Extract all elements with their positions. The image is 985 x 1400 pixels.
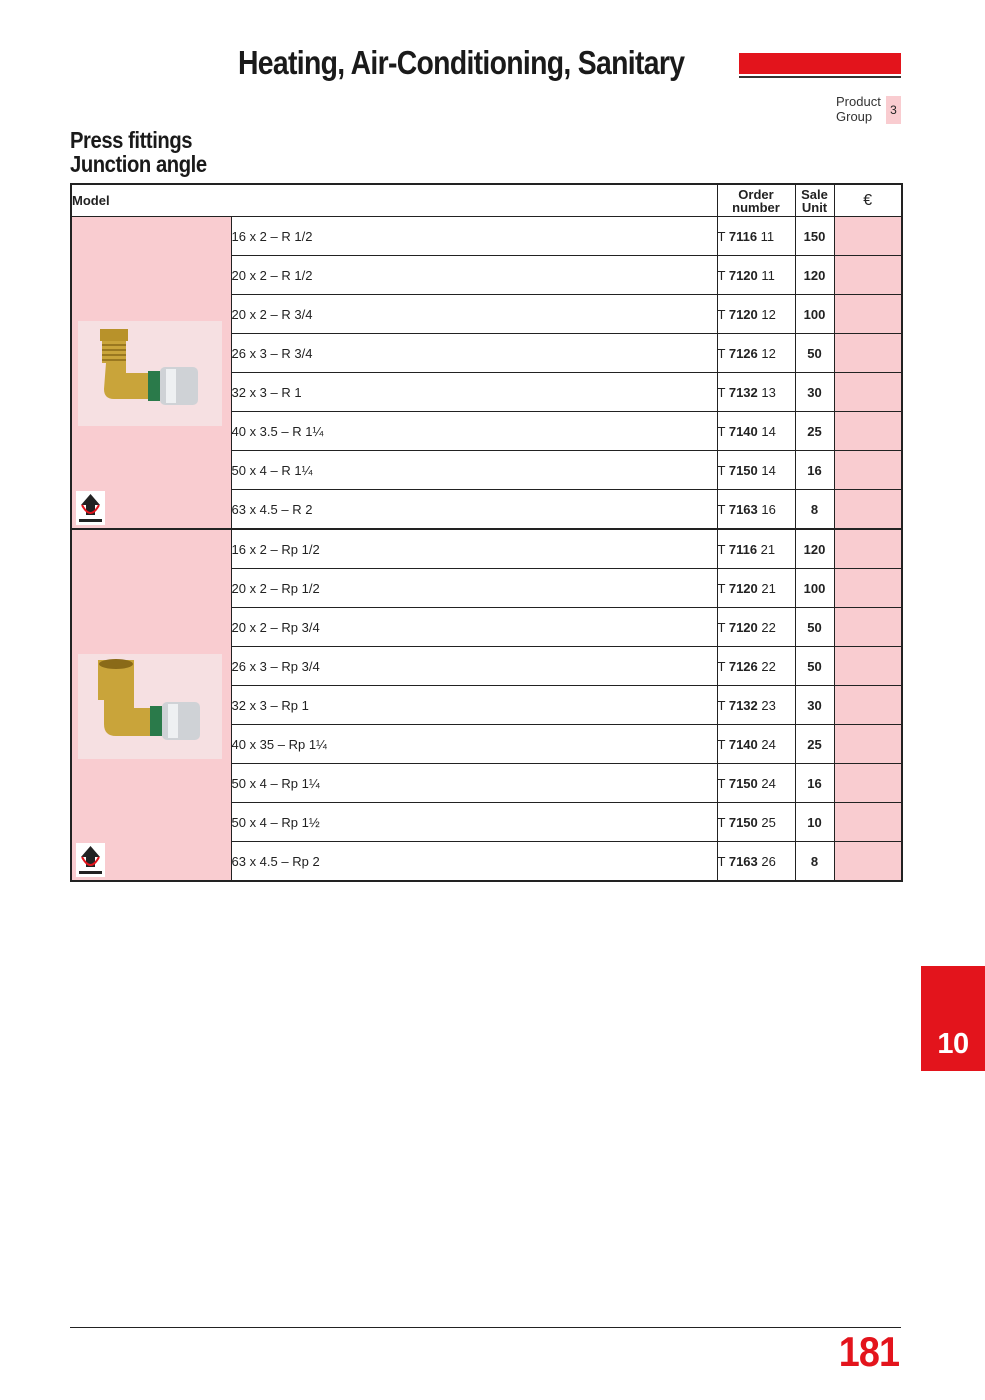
sale-unit-cell: 8 (795, 490, 834, 530)
price-cell[interactable] (834, 725, 902, 764)
section-title (70, 128, 207, 176)
sale-unit-cell: 150 (795, 217, 834, 256)
product-group-number: 3 (886, 96, 901, 124)
chapter-tab[interactable] (921, 966, 985, 1071)
title-accent-bar (739, 53, 901, 74)
order-suffix: 23 (761, 697, 776, 713)
price-cell[interactable] (834, 334, 902, 373)
order-prefix: T (717, 853, 726, 869)
price-header: € (834, 184, 902, 217)
sale-unit-cell: 10 (795, 803, 834, 842)
order-suffix: 21 (760, 541, 776, 557)
sale-unit-cell: 30 (795, 373, 834, 412)
order-main: 7163 (728, 501, 758, 517)
order-prefix: T (717, 697, 726, 713)
order-prefix: T (717, 658, 726, 674)
order-suffix: 13 (761, 384, 776, 400)
order-suffix: 25 (761, 814, 776, 830)
price-cell[interactable] (834, 842, 902, 882)
product-table (70, 183, 903, 882)
product-group-label-line2: Group (836, 109, 873, 124)
order-number-cell (717, 764, 795, 803)
size-cell: 26 x 3 – Rp 3/4 (231, 647, 717, 686)
order-suffix: 24 (761, 775, 776, 791)
order-prefix: T (717, 775, 726, 791)
order-number-cell (717, 529, 795, 569)
price-cell[interactable] (834, 764, 902, 803)
table-row (71, 217, 902, 256)
size-cell: 20 x 2 – Rp 1/2 (231, 569, 717, 608)
order-main: 7116 (728, 541, 758, 557)
order-main: 7120 (728, 580, 758, 596)
order-main: 7132 (728, 697, 758, 713)
price-cell[interactable] (834, 490, 902, 530)
table-header-row (71, 184, 902, 217)
order-suffix: 12 (761, 345, 776, 361)
order-prefix: T (717, 228, 726, 244)
order-suffix: 16 (761, 501, 776, 517)
order-number-cell (717, 412, 795, 451)
order-suffix: 21 (761, 580, 776, 596)
order-number-cell (717, 608, 795, 647)
size-cell: 50 x 4 – R 1¼ (231, 451, 717, 490)
order-main: 7116 (728, 228, 758, 244)
size-cell: 40 x 35 – Rp 1¼ (231, 725, 717, 764)
price-cell[interactable] (834, 412, 902, 451)
order-number-cell (717, 842, 795, 882)
sale-unit-cell: 25 (795, 412, 834, 451)
female-thread-elbow-icon (78, 654, 222, 759)
product-group-label (836, 94, 881, 124)
section-title-line1: Press fittings (70, 127, 193, 153)
sale-unit-cell: 8 (795, 842, 834, 882)
unit-header-line2: Unit (801, 199, 828, 215)
order-main: 7150 (728, 814, 758, 830)
order-suffix: 14 (761, 462, 776, 478)
order-number-cell (717, 334, 795, 373)
order-main: 7126 (728, 345, 758, 361)
order-suffix: 12 (761, 306, 776, 322)
order-prefix: T (717, 619, 726, 635)
sale-unit-cell: 120 (795, 256, 834, 295)
footer-rule (70, 1327, 901, 1328)
sale-unit-cell: 16 (795, 764, 834, 803)
price-cell[interactable] (834, 256, 902, 295)
order-main: 7120 (728, 619, 758, 635)
order-number-header (717, 184, 795, 217)
sale-unit-cell: 30 (795, 686, 834, 725)
table-row (71, 529, 902, 569)
order-main: 7150 (728, 775, 758, 791)
sale-unit-cell: 100 (795, 569, 834, 608)
price-cell[interactable] (834, 647, 902, 686)
price-cell[interactable] (834, 608, 902, 647)
order-header-line1: Order (738, 186, 774, 202)
size-cell: 63 x 4.5 – Rp 2 (231, 842, 717, 882)
product-group-label-line1: Product (836, 94, 881, 109)
order-suffix: 24 (761, 736, 776, 752)
size-cell: 26 x 3 – R 3/4 (231, 334, 717, 373)
size-cell: 32 x 3 – Rp 1 (231, 686, 717, 725)
order-prefix: T (717, 736, 726, 752)
size-cell: 50 x 4 – Rp 1½ (231, 803, 717, 842)
page-number: 181 (838, 1328, 899, 1375)
order-number-cell (717, 647, 795, 686)
order-prefix: T (717, 580, 726, 596)
order-prefix: T (717, 541, 726, 557)
price-cell[interactable] (834, 803, 902, 842)
order-main: 7163 (728, 853, 758, 869)
order-prefix: T (717, 267, 726, 283)
certification-logo-icon (76, 843, 105, 877)
order-number-cell (717, 803, 795, 842)
order-prefix: T (717, 423, 726, 439)
order-suffix: 11 (761, 267, 775, 283)
sale-unit-cell: 50 (795, 334, 834, 373)
size-cell: 16 x 2 – R 1/2 (231, 217, 717, 256)
order-main: 7150 (728, 462, 758, 478)
model-image-cell (71, 217, 231, 530)
sale-unit-cell: 25 (795, 725, 834, 764)
size-cell: 40 x 3.5 – R 1¼ (231, 412, 717, 451)
order-main: 7120 (728, 306, 758, 322)
unit-header-line1: Sale (801, 186, 828, 202)
table-body (71, 217, 902, 882)
price-cell[interactable] (834, 373, 902, 412)
size-cell: 20 x 2 – Rp 3/4 (231, 608, 717, 647)
page-title: Heating, Air-Conditioning, Sanitary (238, 44, 685, 81)
model-header: Model (71, 184, 717, 217)
sale-unit-cell: 50 (795, 647, 834, 686)
price-cell[interactable] (834, 451, 902, 490)
certification-logo-icon (76, 491, 105, 525)
price-cell[interactable] (834, 686, 902, 725)
price-cell[interactable] (834, 569, 902, 608)
order-main: 7132 (728, 384, 758, 400)
order-suffix: 14 (761, 423, 776, 439)
sale-unit-header (795, 184, 834, 217)
price-cell[interactable] (834, 529, 902, 569)
price-cell[interactable] (834, 295, 902, 334)
price-cell[interactable] (834, 217, 902, 256)
order-prefix: T (717, 814, 726, 830)
order-number-cell (717, 569, 795, 608)
size-cell: 32 x 3 – R 1 (231, 373, 717, 412)
order-main: 7120 (728, 267, 758, 283)
order-number-cell (717, 217, 795, 256)
order-prefix: T (717, 501, 726, 517)
order-number-cell (717, 725, 795, 764)
order-suffix: 22 (761, 658, 776, 674)
size-cell: 63 x 4.5 – R 2 (231, 490, 717, 530)
order-number-cell (717, 451, 795, 490)
order-prefix: T (717, 462, 726, 478)
order-main: 7140 (728, 736, 758, 752)
order-number-cell (717, 490, 795, 530)
size-cell: 20 x 2 – R 3/4 (231, 295, 717, 334)
order-number-cell (717, 295, 795, 334)
model-image-cell (71, 529, 231, 881)
size-cell: 20 x 2 – R 1/2 (231, 256, 717, 295)
order-suffix: 22 (761, 619, 776, 635)
title-accent-rule (739, 76, 901, 78)
order-main: 7140 (728, 423, 758, 439)
order-prefix: T (717, 345, 726, 361)
chapter-number: 10 (937, 1028, 969, 1060)
order-number-cell (717, 373, 795, 412)
sale-unit-cell: 100 (795, 295, 834, 334)
sale-unit-cell: 50 (795, 608, 834, 647)
sale-unit-cell: 16 (795, 451, 834, 490)
order-prefix: T (717, 384, 726, 400)
size-cell: 50 x 4 – Rp 1¼ (231, 764, 717, 803)
size-cell: 16 x 2 – Rp 1/2 (231, 529, 717, 569)
male-thread-elbow-icon (78, 321, 222, 426)
order-suffix: 26 (761, 853, 776, 869)
section-title-line2: Junction angle (70, 151, 207, 177)
order-suffix: 11 (760, 228, 775, 244)
order-header-line2: number (732, 199, 780, 215)
order-prefix: T (717, 306, 726, 322)
order-number-cell (717, 686, 795, 725)
order-number-cell (717, 256, 795, 295)
sale-unit-cell: 120 (795, 529, 834, 569)
order-main: 7126 (728, 658, 758, 674)
